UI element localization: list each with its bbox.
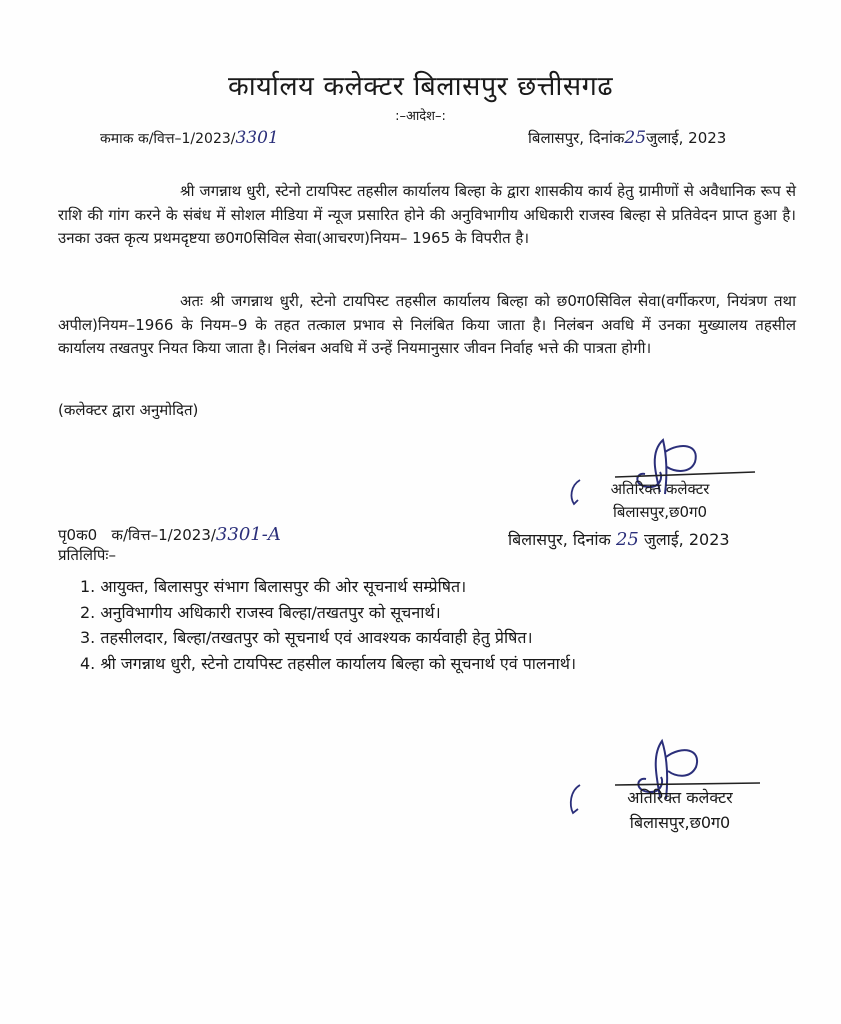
body-paragraph-1 <box>58 180 796 251</box>
endorsement-date <box>508 528 730 550</box>
body-paragraph-2-text: अतः श्री जगन्नाथ धुरी, स्टेनो टायपिस्ट तहसील कार्यालय बिल्हा को छ0ग0सिविल सेवा(वर्गीकरण, नियंत्रण तथा अपील)नियम–1966 के नियम–9 के तहत तत्काल प्रभाव से निलंबित किया जाता है। निलंबन अवधि में उनका मुख्यालय तहसील कार्यालय तखतपुर नियत किया जाता है। निलंबन अवधि में उन्हें नियमानुसार जीवन निर्वाह भत्ते की पात्रता होगी। <box>58 292 796 357</box>
recipient-item: 1. आयुक्त, बिलासपुर संभाग बिलासपुर की ओर सूचनार्थ सम्प्रेषित। <box>80 577 467 596</box>
recipient-list <box>80 574 576 676</box>
office-title: कार्यालय कलेक्टर बिलासपुर छत्तीसगढ <box>227 71 614 102</box>
order-date-day: 25 <box>624 128 647 148</box>
endorsement-date-day: 25 <box>615 529 639 550</box>
order-reference <box>100 128 279 148</box>
copy-label: प्रतिलिपिः– <box>58 546 116 564</box>
recipient-item: 4. श्री जगन्नाथ धुरी, स्टेनो टायपिस्ट तहसील कार्यालय बिल्हा को सूचनार्थ एवं पालनार्थ। <box>80 653 577 673</box>
signature-1 <box>560 478 760 524</box>
endorsement-date-prefix: बिलासपुर, दिनांक <box>508 530 611 549</box>
signature-2-designation: अतिरिक्त कलेक्टर <box>627 788 733 807</box>
order-label: :–आदेश–: <box>395 109 446 124</box>
endorsement-reference <box>58 524 281 545</box>
signature-2 <box>570 785 790 835</box>
recipient-item: 3. तहसीलदार, बिल्हा/तखतपुर को सूचनार्थ एवं आवश्यक कार्यवाही हेतु प्रेषित। <box>80 628 533 647</box>
order-reference-printed: कमाक क/वित्त–1/2023/ <box>100 131 236 147</box>
endorsement-reference-printed: पृ0क0 क/वित्त–1/2023/ <box>58 526 216 544</box>
body-paragraph-1-text: श्री जगन्नाथ धुरी, स्टेनो टायपिस्ट तहसील कार्यालय बिल्हा के द्वारा शासकीय कार्य हेतु ग्रामीणों से अवैधानिक रूप से राशि की गांग करने के संबंध में सोशल मीडिया में न्यूज प्रसारित होने की अनुविभागीय अधिकारी राजस्व बिल्हा से प्रतिवेदन प्राप्त हुआ है। उनका उक्त कृत्य प्रथमदृष्टया छ0ग0सिविल सेवा(आचरण)नियम– 1965 के विपरीत है। <box>58 182 796 247</box>
order-date <box>528 128 726 148</box>
order-date-prefix: बिलासपुर, दिनांक <box>528 129 625 147</box>
body-paragraph-2 <box>58 290 796 361</box>
signature-2-location: बिलासपुर,छ0ग0 <box>629 813 731 832</box>
recipient-item: 2. अनुविभागीय अधिकारी राजस्व बिल्हा/तखतपुर को सूचनार्थ। <box>80 602 441 622</box>
signature-1-location: बिलासपुर,छ0ग0 <box>612 503 708 521</box>
approval-note: (कलेक्टर द्वारा अनुमोदित) <box>58 401 199 419</box>
signature-1-designation: अतिरिक्त कलेक्टर <box>610 480 710 498</box>
order-date-suffix: जुलाई, 2023 <box>646 129 727 147</box>
endorsement-reference-handwritten: 3301-A <box>215 524 281 545</box>
order-reference-handwritten: 3301 <box>235 128 279 148</box>
endorsement-date-suffix: जुलाई, 2023 <box>643 530 730 549</box>
